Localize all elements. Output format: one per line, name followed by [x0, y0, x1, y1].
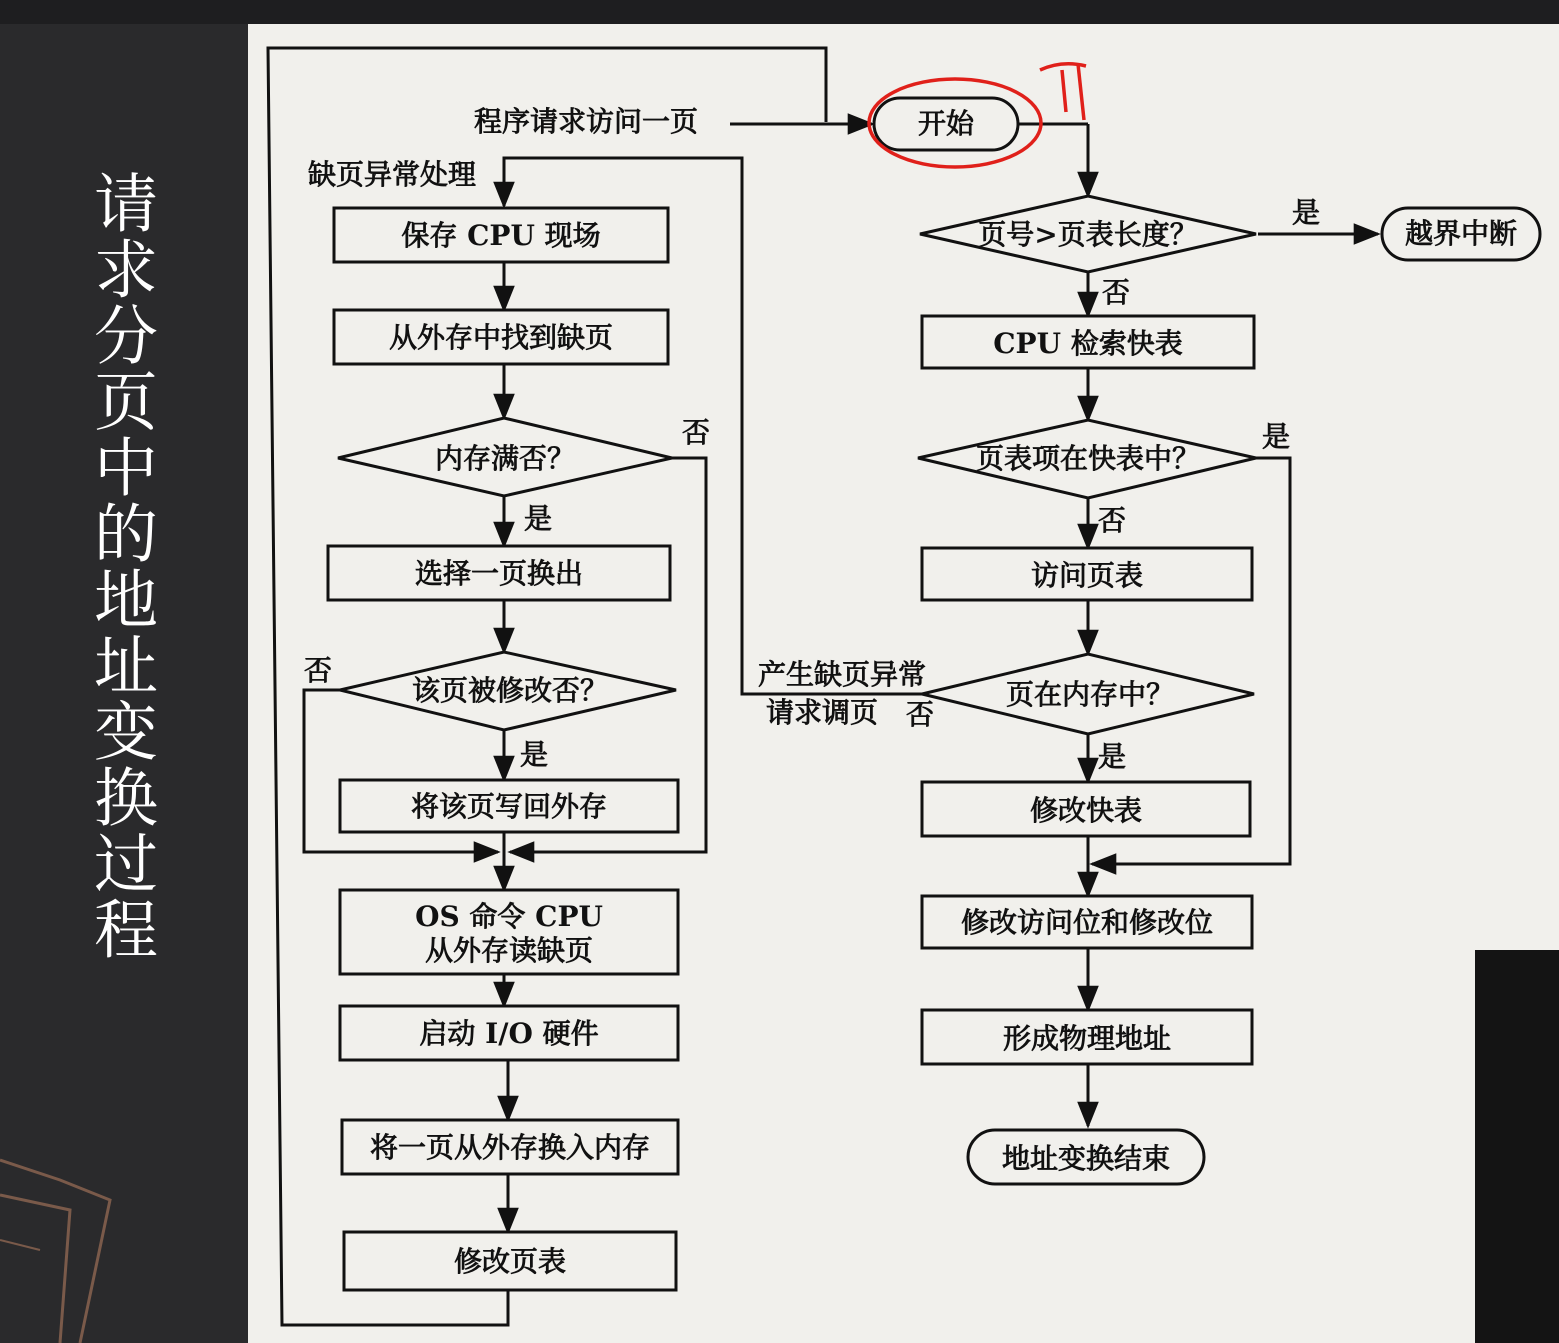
- os-command-text-1: OS 命令 CPU: [415, 900, 603, 933]
- page-fault-text-1: 产生缺页异常: [757, 658, 927, 691]
- write-back-text: 将该页写回外存: [410, 790, 608, 823]
- label-no-tlb: 否: [1097, 504, 1127, 537]
- bounds-text: 页号>页表长度？: [978, 218, 1198, 251]
- modify-bits-text: 修改访问位和修改位: [960, 906, 1214, 939]
- out-of-bounds-text: 越界中断: [1404, 217, 1518, 250]
- access-table-text: 访问页表: [1030, 559, 1144, 592]
- label-no-bounds: 否: [1101, 276, 1131, 309]
- start-io-text: 启动 I/O 硬件: [419, 1017, 599, 1050]
- slide-title: 请求分页中的地址变换过程: [83, 170, 157, 962]
- mem-full-text: 内存满否？: [434, 442, 576, 475]
- label-yes-modified: 是: [519, 738, 549, 771]
- swap-in-text: 将一页从外存换入内存: [369, 1131, 651, 1164]
- video-overlay: [1475, 950, 1559, 1343]
- label-yes-memory: 是: [1097, 740, 1127, 773]
- update-tlb-text: 修改快表: [1029, 794, 1143, 827]
- label-yes-mem-full: 是: [523, 502, 553, 535]
- flowchart-page: [248, 24, 1559, 1343]
- top-bar: [0, 0, 1559, 24]
- select-page-text: 选择一页换出: [414, 557, 584, 590]
- page-fault-text-2: 请求调页: [765, 696, 879, 729]
- start-text: 开始: [917, 107, 975, 140]
- label-no-mem-full: 否: [681, 416, 711, 449]
- program-request-text: 程序请求访问一页: [473, 105, 699, 138]
- os-command-text-2: 从外存读缺页: [424, 934, 594, 967]
- decorative-sketch: [0, 1150, 120, 1343]
- tlb-search-text: CPU 检索快表: [993, 327, 1183, 360]
- label-yes-bounds: 是: [1291, 196, 1321, 229]
- tlb-decision-text: 页表项在快表中？: [975, 442, 1201, 475]
- label-no-modified: 否: [303, 654, 333, 687]
- save-cpu-text: 保存 CPU 现场: [401, 219, 601, 252]
- modified-text: 该页被修改否？: [411, 674, 609, 707]
- label-yes-tlb: 是: [1261, 420, 1291, 453]
- memory-decision-text: 页在内存中？: [1005, 678, 1175, 711]
- fault-handling-text: 缺页异常处理: [307, 158, 477, 191]
- label-no-memory: 否: [905, 698, 935, 731]
- form-address-text: 形成物理地址: [1002, 1022, 1172, 1055]
- find-page-text: 从外存中找到缺页: [388, 321, 614, 354]
- end-text: 地址变换结束: [1001, 1142, 1171, 1175]
- flowchart: [248, 24, 1559, 1343]
- modify-page-table-text: 修改页表: [453, 1245, 567, 1278]
